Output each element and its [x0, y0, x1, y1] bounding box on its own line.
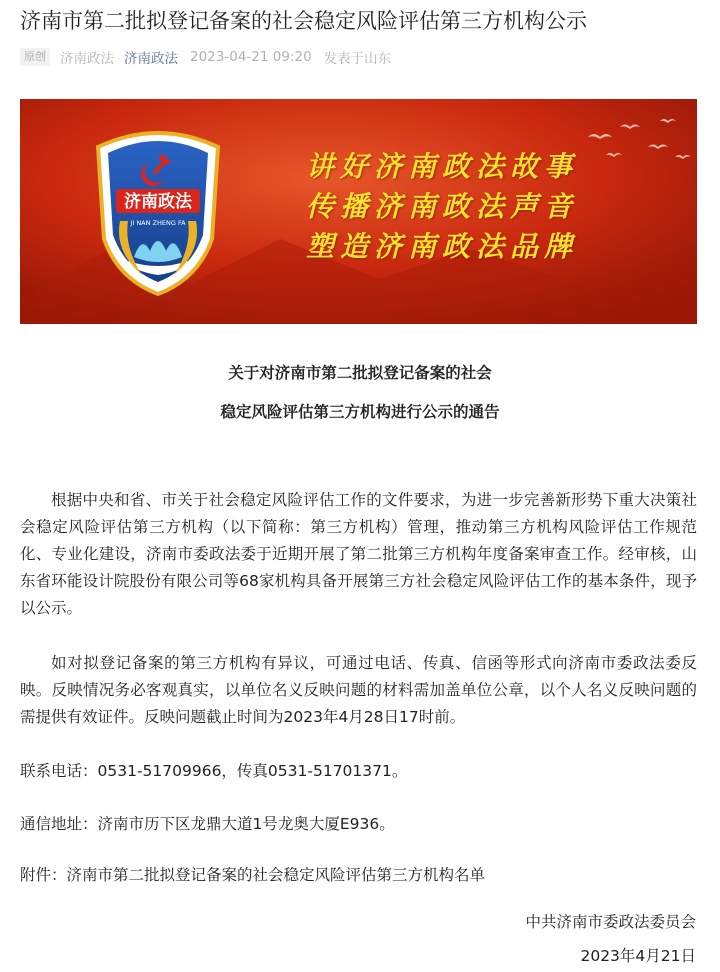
notice-paragraph-2: 如对拟登记备案的第三方机构有异议，可通过电话、传真、信函等形式向济南市委政法委反映。反映情况务必客观真实，以单位名义反映问题的材料需加盖单位公章，以个人名义反映问题的需提供有效证件。反映问题截止时间为2023年4月28日17时前。 [20, 654, 697, 726]
article-title: 济南市第二批拟登记备案的社会稳定风险评估第三方机构公示 [20, 9, 587, 33]
signature-date: 2023年4月21日 [580, 947, 696, 965]
slogan-line-1: 讲好济南政法故事 [306, 150, 579, 183]
notice-paragraph-1: 根据中央和省、市关于社会稳定风险评估工作的文件要求，为进一步完善新形势下重大决策社会稳定风险评估第三方机构（以下简称：第三方机构）管理，推动第三方机构风险评估工作规范化、专业化建设，济南市委政法委于近期开展了第二批第三方机构年度备案审查工作。经审核，山东省环能设计院股份有限公司等68家机构具备开展第三方社会稳定风险评估工作的基本条件，现予以公示。 [20, 491, 697, 617]
source-name: 济南政法 [60, 51, 114, 67]
article-meta [20, 46, 391, 68]
account-link[interactable]: 济南政法 [124, 51, 178, 67]
slogan-line-2: 传播济南政法声音 [306, 190, 579, 223]
publish-location: 发表于山东 [323, 51, 392, 67]
original-badge: 原创 [20, 48, 50, 66]
contact-phone: 联系电话：0531-51709966，传真0531-51701371。 [20, 762, 408, 780]
attachment-line: 附件：济南市第二批拟登记备案的社会稳定风险评估第三方机构名单 [20, 866, 486, 884]
svg-text:济南政法: 济南政法 [124, 192, 192, 212]
mailing-address: 通信地址：济南市历下区龙鼎大道1号龙奥大厦E936。 [20, 815, 395, 833]
banner-image[interactable] [20, 99, 697, 324]
notice-title-line-1: 关于对济南市第二批拟登记备案的社会 [228, 364, 492, 382]
publish-time: 2023-04-21 09:20 [190, 49, 312, 65]
banner-slogans [306, 147, 696, 267]
slogan-line-3: 塑造济南政法品牌 [306, 230, 579, 263]
svg-text:JI NAN ZHENG FA: JI NAN ZHENG FA [130, 219, 186, 227]
notice-title-line-2: 稳定风险评估第三方机构进行公示的通告 [220, 403, 500, 421]
signature-org: 中共济南市委政法委员会 [525, 913, 696, 931]
